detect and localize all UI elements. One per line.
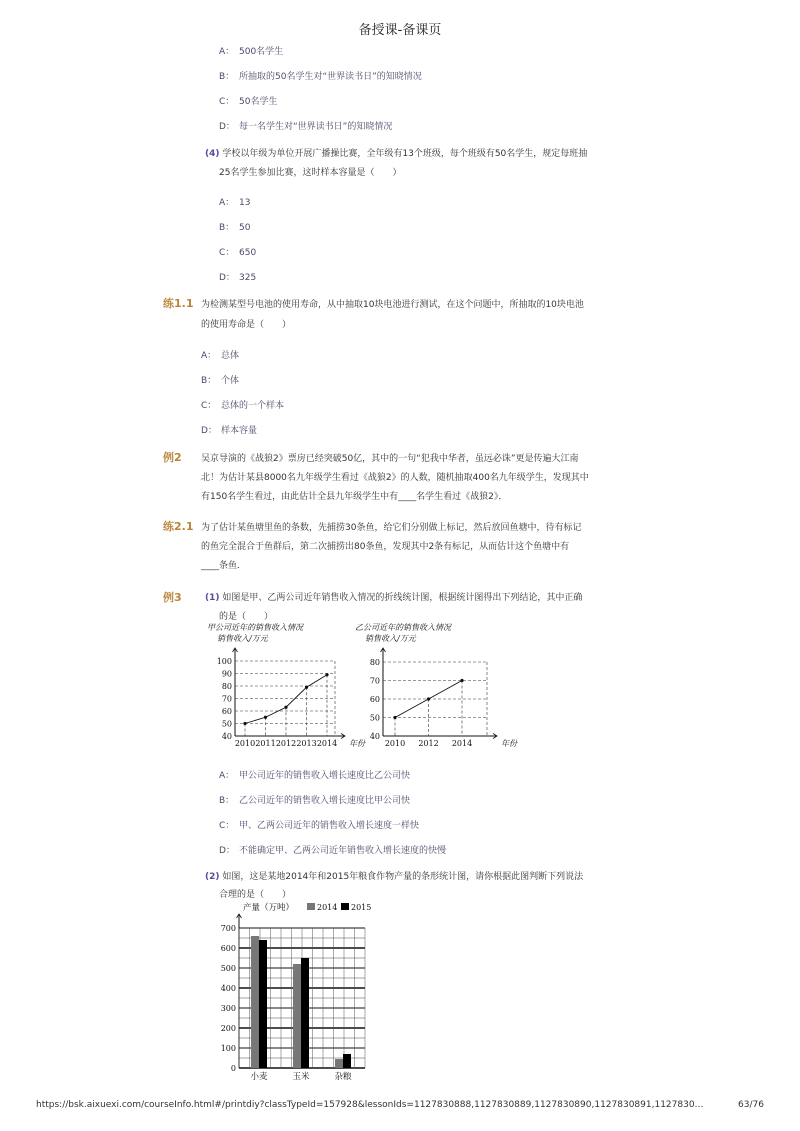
x-tick-label: 2014 <box>451 739 473 748</box>
data-point <box>325 673 328 676</box>
li3-q1-option-d: D： 不能确定甲、乙两公司近年销售收入增长速度的快慢 <box>219 846 447 856</box>
page-header-title: 备授课-备课页 <box>358 23 442 38</box>
data-point <box>427 697 430 700</box>
q4-line1: (4) 学校以年级为单位开展广播操比赛，全年级有13个班级，每个班级有50名学生，规定每班抽 <box>205 149 588 159</box>
li3-q1-number: (1) <box>205 593 220 603</box>
line-charts <box>205 622 535 752</box>
li3-q2-line1: (2) 如图，这是某地2014年和2015年粮食作物产量的条形统计图，请你根据此图判断下列说法 <box>205 872 584 882</box>
li3-q1-line1: (1) 如图是甲、乙两公司近年销售收入情况的折线统计图，根据统计图得出下列结论，其中正确 <box>205 593 583 603</box>
y-tick-label: 80 <box>221 682 232 691</box>
chart-yi-company <box>355 623 518 748</box>
chart-ylabel: 销售收入/万元 <box>217 634 268 643</box>
y-tick-label: 60 <box>221 707 232 716</box>
q4-option-c: C： 650 <box>219 248 257 258</box>
li2-tag: 例2 <box>163 451 182 464</box>
lian2-1-tag: 练2.1 <box>163 520 194 533</box>
q4-number: (4) <box>205 149 220 159</box>
y-tick-label: 70 <box>221 694 232 704</box>
chart-ylabel: 产量（万吨） <box>243 903 295 913</box>
y-tick-label: 50 <box>369 713 380 723</box>
y-tick-label: 80 <box>369 658 380 667</box>
series-line <box>245 675 327 724</box>
li3-q1-line2: 的是（ ） <box>219 612 274 622</box>
lian1-1-option-d: D： 样本容量 <box>201 426 258 436</box>
x-tick-label: 2010 <box>384 739 406 748</box>
y-tick-label: 40 <box>369 732 380 741</box>
li3-q2-line2: 合理的是（ ） <box>219 890 292 900</box>
lian1-1-line2: 的使用寿命是（ ） <box>201 320 292 330</box>
legend-swatch <box>341 903 349 910</box>
q4-line2: 25名学生参加比赛，这时样本容量是（ ） <box>219 168 402 178</box>
y-tick-label: 70 <box>369 676 380 686</box>
q3-option-b: B： 所抽取的50名学生对“世界读书日”的知晓情况 <box>219 72 422 82</box>
y-tick-label: 40 <box>221 732 232 741</box>
bar <box>301 958 309 1068</box>
lian2-1-line2: 的鱼完全混合于鱼群后，第二次捕捞出80条鱼，发现其中2条有标记，从而估计这个鱼塘中有 <box>201 542 570 552</box>
data-point <box>243 722 246 725</box>
li2-line3: 有150名学生看过，由此估计全县九年级学生中有____名学生看过《战狼2》． <box>201 492 508 502</box>
lian1-1-option-c: C： 总体的一个样本 <box>201 401 285 411</box>
bar <box>343 1054 351 1068</box>
q4-option-a: A： 13 <box>219 198 251 208</box>
legend-swatch <box>307 903 315 910</box>
x-tick-label: 2013 <box>296 739 317 748</box>
q3-option-d: D： 每一名学生对“世界读书日”的知晓情况 <box>219 122 393 132</box>
bar <box>335 1059 343 1068</box>
chart-grain-output <box>221 902 372 1082</box>
data-point <box>284 706 287 709</box>
lian1-1-line1: 为检测某型号电池的使用寿命，从中抽取10块电池进行测试，在这个问题中，所抽取的10块电池 <box>201 300 584 310</box>
x-tick-label: 2012 <box>418 739 439 748</box>
y-tick-label: 600 <box>220 944 236 953</box>
lian2-1-line3: ____条鱼． <box>201 561 247 571</box>
x-tick-label: 2012 <box>275 739 297 748</box>
bar <box>293 964 301 1068</box>
footer-url: https://bsk.aixuexi.com/courseInfo.html#/printdiy?classTypeId=157928&lessonIds=1127830888,1127830889,1127830890,1127830891,1127830… <box>36 1100 704 1110</box>
li3-tag: 例3 <box>163 591 182 604</box>
y-tick-label: 60 <box>369 695 380 704</box>
data-point <box>460 679 463 682</box>
bar <box>251 936 259 1068</box>
chart-xlabel: 年份 <box>349 739 365 748</box>
data-point <box>305 686 308 689</box>
li2-line2: 北！为估计某县8000名九年级学生看过《战狼2》的人数，随机抽取400名九年级学生，发现其中 <box>201 473 589 483</box>
chart-xlabel: 年份 <box>501 739 517 748</box>
y-tick-label: 100 <box>220 1044 236 1053</box>
y-tick-label: 700 <box>220 924 236 933</box>
data-point <box>264 716 267 719</box>
chart-jia-company <box>207 623 366 748</box>
lian1-1-option-a: A： 总体 <box>201 351 240 361</box>
li3-q2-number: (2) <box>205 872 220 882</box>
chart-title: 甲公司近年的销售收入情况 <box>207 623 303 632</box>
y-tick-label: 500 <box>220 964 236 973</box>
x-tick-label: 2014 <box>316 739 338 748</box>
x-tick-label: 小麦 <box>250 1072 268 1082</box>
legend-label: 2015 <box>351 903 372 912</box>
li3-q1-option-c: C： 甲、乙两公司近年的销售收入增长速度一样快 <box>219 821 420 831</box>
y-tick-label: 100 <box>216 657 232 666</box>
bar <box>259 940 267 1068</box>
data-point <box>393 716 396 719</box>
y-tick-label: 90 <box>221 669 232 679</box>
x-tick-label: 2010 <box>234 739 256 748</box>
y-tick-label: 300 <box>220 1004 236 1013</box>
q3-option-a: A： 500名学生 <box>219 47 284 57</box>
y-tick-label: 0 <box>230 1064 236 1073</box>
x-tick-label: 2011 <box>255 739 276 748</box>
chart-title: 乙公司近年的销售收入情况 <box>355 623 451 632</box>
y-tick-label: 200 <box>220 1024 236 1033</box>
footer-page-number: 63/76 <box>738 1100 764 1110</box>
li3-q1-option-a: A： 甲公司近年的销售收入增长速度比乙公司快 <box>219 771 411 781</box>
li2-line1: 吴京导演的《战狼2》票房已经突破50亿，其中的一句“犯我中华者，虽远必诛”更是传遍大江南 <box>201 454 579 464</box>
q4-option-d: D： 325 <box>219 273 257 283</box>
q4-option-b: B： 50 <box>219 223 251 233</box>
bar-chart <box>215 898 385 1088</box>
lian2-1-line1: 为了估计某鱼塘里鱼的条数，先捕捞30条鱼，给它们分别做上标记，然后放回鱼塘中，待有标记 <box>201 523 582 533</box>
li3-q1-option-b: B： 乙公司近年的销售收入增长速度比甲公司快 <box>219 796 411 806</box>
x-tick-label: 玉米 <box>292 1072 310 1082</box>
chart-ylabel: 销售收入/万元 <box>365 634 416 643</box>
q3-option-c: C： 50名学生 <box>219 97 278 107</box>
lian1-1-option-b: B： 个体 <box>201 376 240 386</box>
lian1-1-tag: 练1.1 <box>163 297 194 310</box>
y-tick-label: 50 <box>221 719 232 729</box>
legend-label: 2014 <box>317 903 338 912</box>
x-tick-label: 杂粮 <box>334 1072 352 1082</box>
y-tick-label: 400 <box>220 984 236 993</box>
